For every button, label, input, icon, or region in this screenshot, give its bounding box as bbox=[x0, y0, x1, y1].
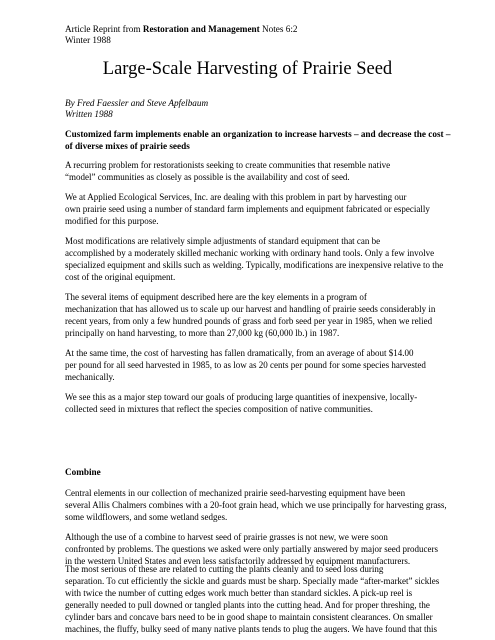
section-heading-combine: Combine bbox=[65, 467, 101, 477]
reprint-suffix: Notes 6:2 bbox=[259, 24, 298, 34]
paragraph bbox=[65, 391, 443, 415]
paragraph-line: machines, the fluffy, bulky seed of many native plants tends to plug the augers. We have found that this bbox=[65, 624, 438, 634]
paragraph bbox=[65, 487, 447, 523]
paragraph-line: Although the use of a combine to harvest seed of prairie grasses is not new, we were soon bbox=[65, 532, 388, 542]
subheading-line: of diverse mixes of prairie seeds bbox=[65, 140, 190, 151]
paragraph bbox=[65, 191, 443, 227]
paragraph-line: in the western United States and even less satisfactorily addressed by equipment manufacturers. bbox=[65, 556, 411, 566]
authors: By Fred Faessler and Steve Apfelbaum bbox=[65, 98, 209, 108]
paragraph-line: mechanization that has allowed us to scale up our harvest and handling of prairie seeds considerably in bbox=[65, 304, 436, 314]
issue-date: Winter 1988 bbox=[65, 35, 111, 45]
reprint-source: Restoration and Management bbox=[142, 24, 260, 34]
paragraph-line: We see this as a major step toward our goals of producing large quantities of inexpensive, locally- bbox=[65, 392, 418, 402]
reprint-line bbox=[65, 24, 298, 35]
paragraph-line: own prairie seed using a number of standard farm implements and equipment fabricated or especially bbox=[65, 204, 430, 214]
paragraph-line: collected seed in mixtures that reflect the species composition of native communities. bbox=[65, 404, 373, 414]
paragraph bbox=[65, 563, 443, 635]
paragraph-line: with twice the number of cutting edges work much better than standard sickles. A pick-up reel is bbox=[65, 588, 413, 598]
written-date: Written 1988 bbox=[65, 109, 113, 119]
paragraph-line: cost of the original equipment. bbox=[65, 272, 176, 282]
paragraph-line: recent years, from only a few hundred pounds of grass and forb seed per year in 1985, when we relied bbox=[65, 316, 433, 326]
paragraph bbox=[65, 159, 443, 183]
paragraph bbox=[65, 531, 443, 567]
paragraph-line: several Allis Chalmers combines with a 20-foot grain head, which we use principally for harvesting grass, bbox=[65, 500, 447, 510]
paragraph bbox=[65, 291, 443, 339]
paragraph-line: Most modifications are relatively simple adjustments of standard equipment that can be bbox=[65, 236, 381, 246]
paragraph-line: The most serious of these are related to cutting the plants cleanly and to seed loss during bbox=[65, 564, 384, 574]
paragraph-line: per pound for all seed harvested in 1985, to as low as 20 cents per pound for some species harvested bbox=[65, 360, 426, 370]
paragraph bbox=[65, 235, 443, 283]
paragraph-line: modified for this purpose. bbox=[65, 216, 159, 226]
subheading-line: Customized farm implements enable an organization to increase harvests – and decrease the cost – bbox=[65, 129, 451, 139]
paragraph-line: generally needed to pull downed or tangled plants into the cutting head. And for proper threshing, the bbox=[65, 600, 430, 610]
paragraph-line: The several items of equipment described here are the key elements in a program of bbox=[65, 292, 367, 302]
paragraph-line: separation. To cut efficiently the sickle and guards must be sharp. Specially made “after-market” sickles bbox=[65, 576, 440, 586]
paragraph-line: cylinder bars and concave bars need to be in good shape to maintain consistent clearances. On smaller bbox=[65, 612, 433, 622]
paragraph-line: confronted by problems. The questions we asked were only partially answered by major seed producers bbox=[65, 544, 438, 554]
article-subheading bbox=[65, 129, 451, 152]
paragraph-line: mechanically. bbox=[65, 372, 115, 382]
paragraph-line: accomplished by a moderately skilled mechanic working with ordinary hand tools. Only a few involve bbox=[65, 248, 435, 258]
paragraph-line: principally on hand harvesting, to more than 27,000 kg (60,000 lb.) in 1987. bbox=[65, 328, 340, 338]
paragraph-line: Central elements in our collection of mechanized prairie seed-harvesting equipment have been bbox=[65, 488, 406, 498]
reprint-prefix: Article Reprint from bbox=[65, 24, 143, 34]
paragraph-line: some wildflowers, and some wetland sedges. bbox=[65, 512, 228, 522]
paragraph-line: “model” communities as closely as possible is the availability and cost of seed. bbox=[65, 172, 350, 182]
article-title: Large-Scale Harvesting of Prairie Seed bbox=[102, 59, 393, 79]
paragraph-line: At the same time, the cost of harvesting has fallen dramatically, from an average of about $14.00 bbox=[65, 348, 414, 358]
paragraph-line: A recurring problem for restorationists seeking to create communities that resemble native bbox=[65, 160, 391, 170]
paragraph-line: specialized equipment and skills such as welding. Typically, modifications are inexpensive relative to the bbox=[65, 260, 444, 270]
paragraph bbox=[65, 347, 443, 383]
paragraph-line: We at Applied Ecological Services, Inc. are dealing with this problem in part by harvesting our bbox=[65, 192, 407, 202]
